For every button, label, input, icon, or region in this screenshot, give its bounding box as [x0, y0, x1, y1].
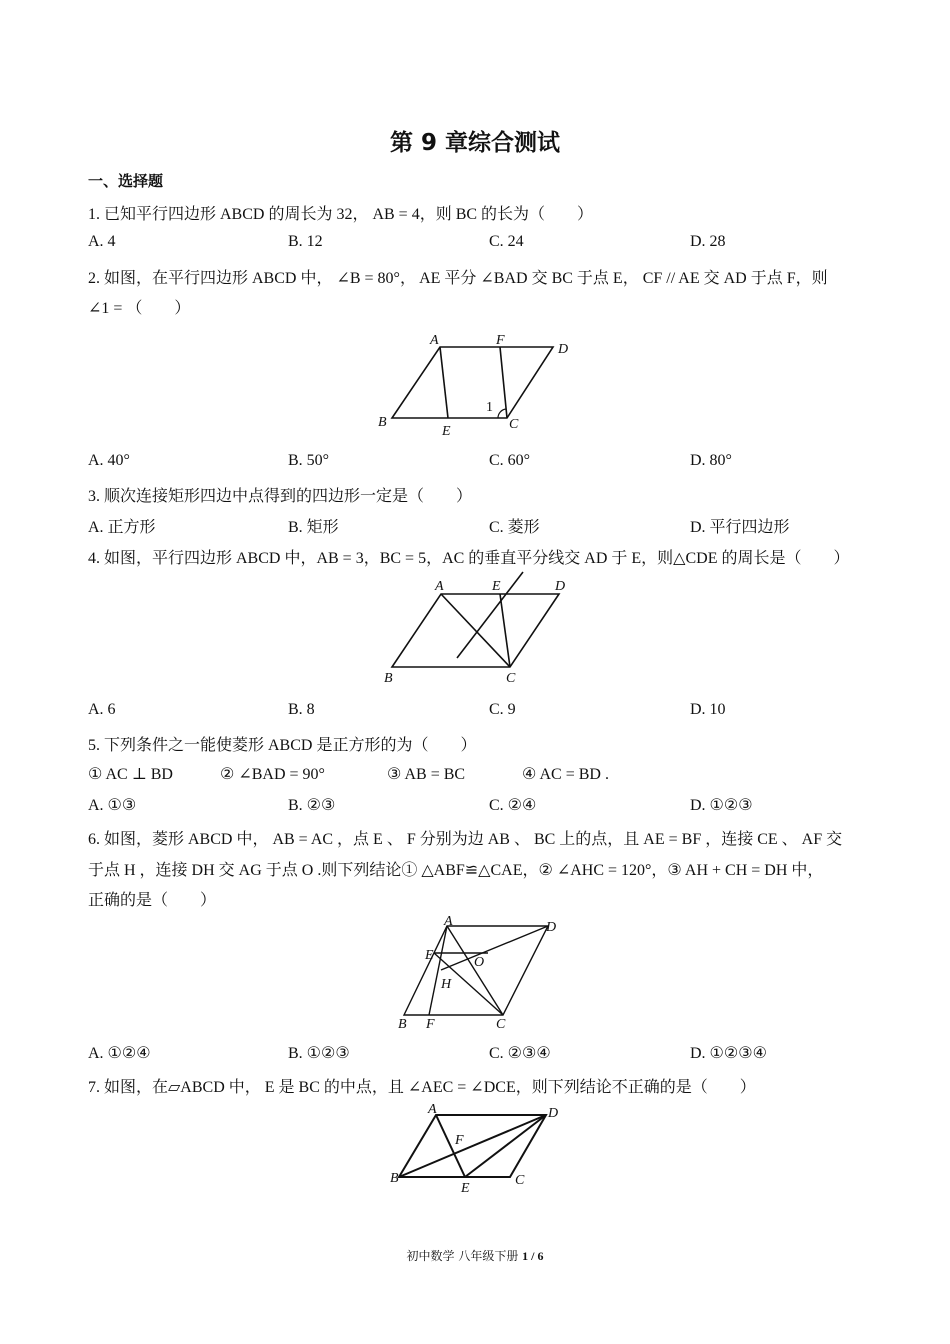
option-b[interactable]: B. 8: [288, 701, 315, 718]
label-c: C: [496, 1017, 506, 1032]
label-d: D: [546, 920, 557, 935]
option-d[interactable]: D. 10: [690, 701, 726, 718]
option-d[interactable]: D. 80°: [690, 452, 732, 469]
option-a[interactable]: A. 40°: [88, 452, 130, 469]
label-a: A: [430, 333, 439, 348]
question-2-figure: [370, 325, 590, 440]
option-a[interactable]: A. 正方形: [88, 519, 156, 536]
diagonal-ac: [441, 594, 510, 667]
label-d: D: [558, 342, 569, 357]
parallelogram-abcd: [392, 347, 553, 418]
option-c[interactable]: C. 菱形: [489, 519, 540, 536]
section-heading: 一、选择题: [88, 172, 164, 190]
option-a[interactable]: A. 6: [88, 701, 116, 718]
label-e: E: [461, 1181, 470, 1196]
rhombus-abcd: [404, 926, 548, 1015]
question-5-cond-1: ① AC ⊥ BD: [88, 766, 173, 783]
label-f: F: [426, 1017, 435, 1032]
diagonal-bd: [399, 1115, 546, 1177]
label-d: D: [555, 579, 566, 594]
question-4-stem: 4. 如图，平行四边形 ABCD 中，AB = 3，BC = 5，AC 的垂直平分线交 AD 于 E，则△CDE 的周长是（ ）: [88, 550, 850, 567]
segment-ae: [440, 347, 448, 418]
question-4-figure: [375, 568, 585, 690]
option-b[interactable]: B. ①②③: [288, 1045, 350, 1062]
question-5-cond-3: ③ AB = BC: [387, 766, 466, 783]
option-a[interactable]: A. ①②④: [88, 1045, 151, 1062]
option-b[interactable]: B. 12: [288, 233, 323, 250]
question-7-stem: 7. 如图，在▱ABCD 中， E 是 BC 的中点，且 ∠AEC = ∠DCE，则下列结论不正确的是（ ）: [88, 1079, 756, 1096]
option-c[interactable]: C. 9: [489, 701, 516, 718]
page-footer: [0, 1247, 950, 1264]
question-6-stem-line3: 正确的是（ ）: [88, 892, 217, 909]
label-e: E: [425, 948, 434, 963]
option-a[interactable]: A. ①③: [88, 797, 137, 814]
segment-cf: [500, 347, 507, 418]
option-c[interactable]: C. 60°: [489, 452, 531, 469]
label-b: B: [384, 671, 393, 686]
page-number: 1 / 6: [522, 1249, 544, 1263]
option-c[interactable]: C. 24: [489, 233, 524, 250]
option-d[interactable]: D. ①②③: [690, 797, 753, 814]
label-o: O: [474, 955, 485, 970]
label-e: E: [492, 579, 501, 594]
question-6-figure: [390, 912, 565, 1037]
label-c: C: [515, 1173, 525, 1188]
segment-ce: [500, 594, 510, 667]
page-title: 第 9 章综合测试: [389, 130, 561, 156]
label-a: A: [428, 1102, 437, 1117]
angle-1-arc: [498, 409, 506, 418]
question-7-figure: [385, 1100, 565, 1200]
option-d[interactable]: D. 平行四边形: [690, 519, 790, 536]
option-c[interactable]: C. ②③④: [489, 1045, 551, 1062]
label-c: C: [509, 417, 519, 432]
label-h: H: [441, 977, 452, 992]
label-f: F: [455, 1133, 464, 1148]
label-a: A: [444, 914, 453, 929]
question-3-stem: 3. 顺次连接矩形四边中点得到的四边形一定是（ ）: [88, 488, 473, 505]
label-e: E: [442, 424, 451, 439]
option-d[interactable]: D. 28: [690, 233, 726, 250]
question-5-stem: 5. 下列条件之一能使菱形 ABCD 是正方形的为（ ）: [88, 737, 477, 754]
label-b: B: [378, 415, 387, 430]
label-a: A: [435, 579, 444, 594]
label-d: D: [548, 1106, 559, 1121]
label-angle-1: 1: [486, 400, 493, 415]
segment-dh: [441, 926, 548, 970]
label-b: B: [398, 1017, 407, 1032]
label-f: F: [496, 333, 505, 348]
question-1-stem: 1. 已知平行四边形 ABCD 的周长为 32， AB = 4，则 BC 的长为（ ）: [88, 206, 594, 223]
question-2-stem-line1: 2. 如图，在平行四边形 ABCD 中， ∠B = 80°， AE 平分 ∠BAD 交 BC 于点 E， CF // AE 交 AD 于点 F，则: [88, 270, 828, 287]
diagonal-ac: [447, 926, 503, 1015]
option-d[interactable]: D. ①②③④: [690, 1045, 767, 1062]
option-a[interactable]: A. 4: [88, 233, 116, 250]
question-2-stem-line2: ∠1 = （ ）: [88, 300, 191, 317]
footer-text: 初中数学 八年级下册: [406, 1249, 523, 1263]
question-6-stem-line1: 6. 如图，菱形 ABCD 中， AB = AC ，点 E 、 F 分别为边 AB 、 BC 上的点，且 AE = BF ，连接 CE 、 AF 交: [88, 831, 843, 848]
label-c: C: [506, 671, 516, 686]
label-b: B: [390, 1171, 399, 1186]
segment-de: [465, 1115, 546, 1177]
option-b[interactable]: B. ②③: [288, 797, 336, 814]
question-5-cond-2: ② ∠BAD = 90°: [220, 766, 325, 783]
option-c[interactable]: C. ②④: [489, 797, 537, 814]
question-5-cond-4: ④ AC = BD .: [522, 766, 609, 783]
option-b[interactable]: B. 矩形: [288, 519, 339, 536]
option-b[interactable]: B. 50°: [288, 452, 330, 469]
question-6-stem-line2: 于点 H ，连接 DH 交 AG 于点 O .则下列结论① △ABF≌△CAE，② ∠AHC = 120°，③ AH + CH = DH 中，: [88, 862, 824, 879]
segment-af: [429, 926, 447, 1015]
